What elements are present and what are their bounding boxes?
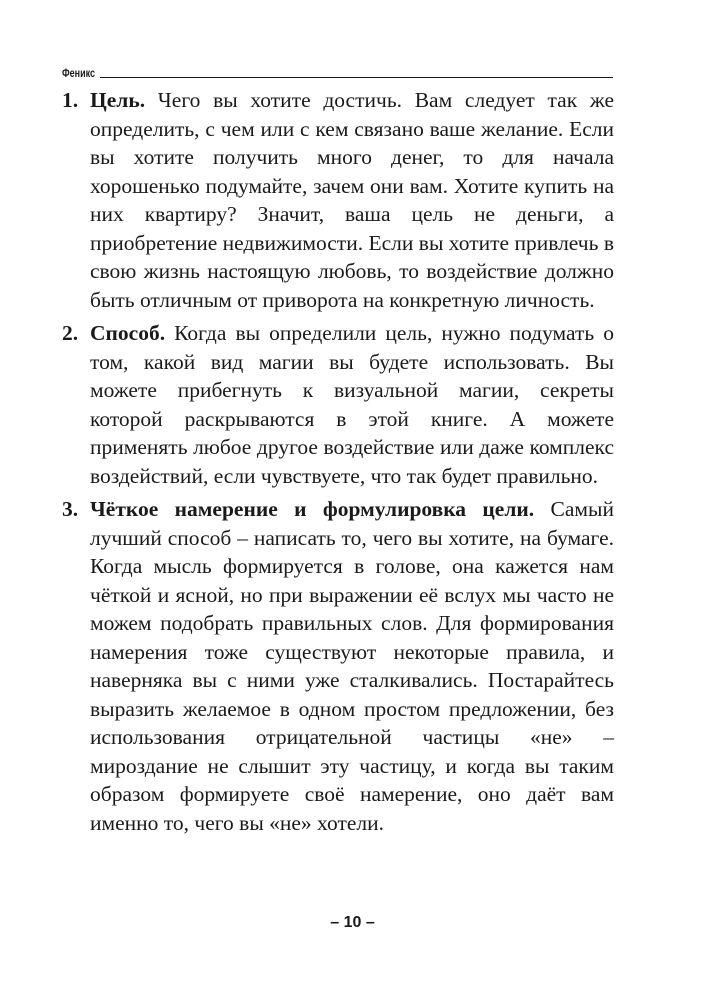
publisher-name: Феникс [62,67,95,80]
item-text: Чего вы хотите достичь. Вам следует так же определить, с чем или с кем связано ваше желание. Если вы хотите получить много денег, то для начала хорошенько подумайте, зачем они вам. Хотите купить на них квартиру? Значит, ваша цель не деньги, а приобретение недвижимости. Если вы хотите привлечь в свою жизнь настоящую любовь, то воздействие должно быть отличным от приворота на конкретную личность. [90,88,614,312]
item-number: 1. [62,88,79,112]
item-title: Чёткое намерение и формулировка цели. [90,497,551,521]
page-number: – 10 – [330,914,375,931]
item-title: Цель. [90,88,158,112]
item-text: Самый лучший способ – написать то, чего вы хотите, на бумаге. Когда мысль формируется в голове, она кажется нам чёткой и ясной, но при выражении её вслух мы часто не можем подобрать правильных слов. Для формирования намерения тоже существуют некоторые правила, и наверняка вы с ними уже сталкивались. Постарайтесь выразить желаемое в одном простом предложении, без использования отрицательной частицы «не» – мироздание не слышит эту частицу, и когда вы таким образом формируете своё намерение, оно даёт вам именно то, чего вы «не» хотели. [90,497,614,835]
item-title: Способ. [90,321,175,345]
numbered-list [62,86,614,842]
item-number: 3. [62,497,79,521]
header-rule [100,77,613,78]
running-header [62,64,613,80]
list-item [62,495,614,837]
item-text: Когда вы определили цель, нужно подумать о том, какой вид магии вы будете использовать. Вы можете прибегнуть к визуальной магии, секреты которой раскрываются в этой книге. А можете применять любое другое воздействие или даже комплекс воздействий, если чувствуете, что так будет правильно. [90,321,614,488]
item-number: 2. [62,321,79,345]
list-item [62,86,614,314]
list-item [62,319,614,490]
